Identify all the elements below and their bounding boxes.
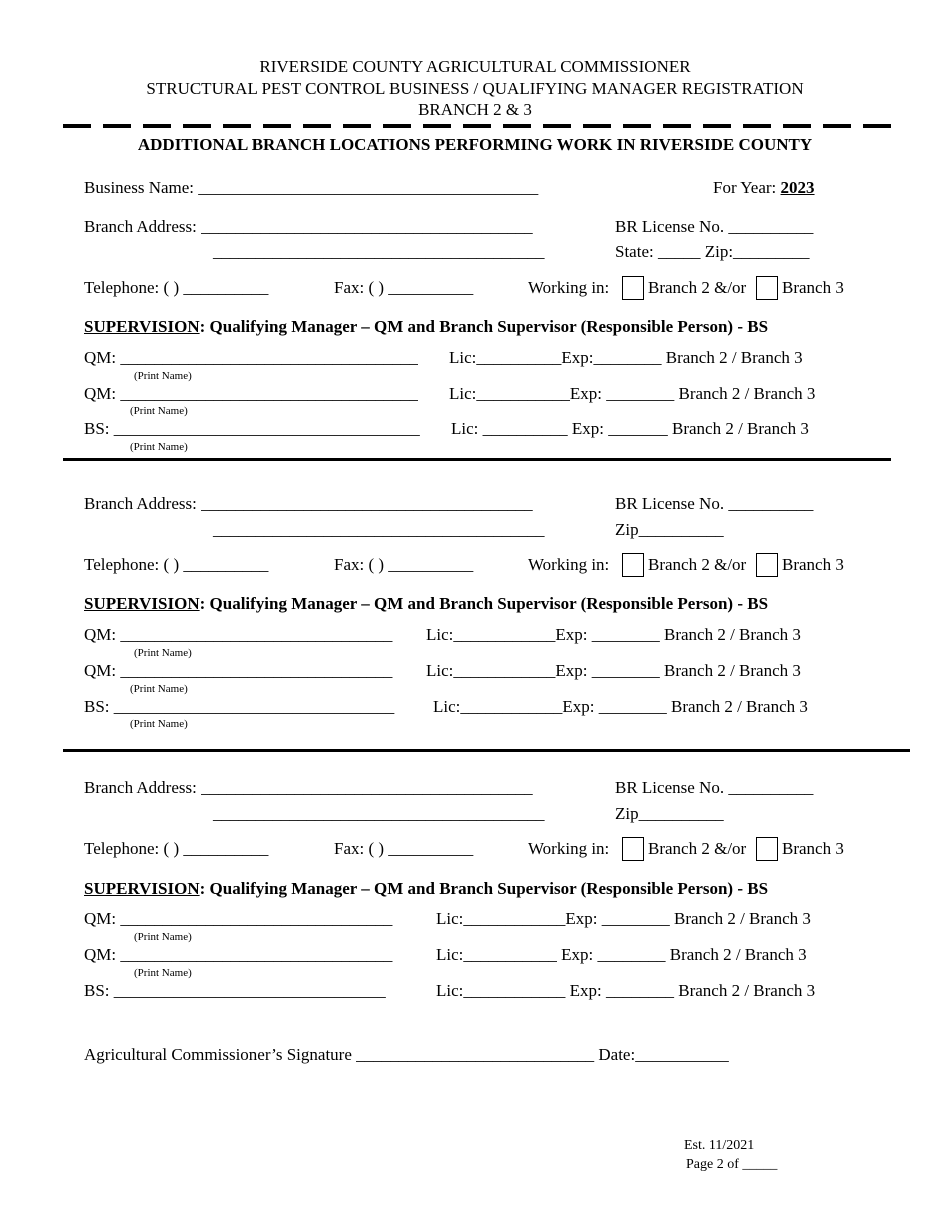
est-date: Est. 11/2021 <box>684 1138 755 1153</box>
s3-fax-field[interactable]: Fax: ( ) __________ <box>334 839 474 858</box>
s1-branch2-label: Branch 2 &/or <box>648 278 747 297</box>
header-line-1: RIVERSIDE COUNTY AGRICULTURAL COMMISSIONER <box>259 57 691 76</box>
s1-qm2-print-name-hint: (Print Name) <box>130 405 188 417</box>
s2-branch-address-line2[interactable]: _______________________________________ <box>213 520 545 539</box>
s1-fax-field[interactable]: Fax: ( ) __________ <box>334 278 474 297</box>
s3-branch2-label: Branch 2 &/or <box>648 839 747 858</box>
s2-branch3-checkbox[interactable] <box>756 553 778 577</box>
s3-branch-address-field[interactable]: Branch Address: _______________________________________ <box>84 778 533 797</box>
s3-qm1-name-field[interactable]: QM: ________________________________ <box>84 909 393 928</box>
s2-qm1-print-name-hint: (Print Name) <box>134 647 192 659</box>
s2-fax-field[interactable]: Fax: ( ) __________ <box>334 555 474 574</box>
s2-bs-print-name-hint: (Print Name) <box>130 718 188 730</box>
s3-branch3-label: Branch 3 <box>782 839 844 858</box>
s3-bs-details[interactable]: Lic:____________ Exp: ________ Branch 2 / Branch 3 <box>436 981 816 1000</box>
s1-branch-address-field[interactable]: Branch Address: _______________________________________ <box>84 217 533 236</box>
s2-telephone-field[interactable]: Telephone: ( ) __________ <box>84 555 269 574</box>
s3-qm2-name-field[interactable]: QM: ________________________________ <box>84 945 393 964</box>
s1-branch3-label: Branch 3 <box>782 278 844 297</box>
s3-supervision-description: : Qualifying Manager – QM and Branch Supervisor (Responsible Person) - BS <box>199 879 769 898</box>
s2-br-license-field[interactable]: BR License No. __________ <box>615 494 814 513</box>
commissioner-signature-field[interactable]: Agricultural Commissioner’s Signature ____________________________ Date:___________ <box>84 1045 729 1064</box>
s3-qm1-details[interactable]: Lic:____________Exp: ________ Branch 2 / Branch 3 <box>436 909 811 928</box>
s2-supervision-description: : Qualifying Manager – QM and Branch Supervisor (Responsible Person) - BS <box>199 594 769 613</box>
header-line-3: BRANCH 2 & 3 <box>418 100 532 119</box>
s1-state-zip-field[interactable]: State: _____ Zip:_________ <box>615 242 810 261</box>
s2-zip-field[interactable]: Zip__________ <box>615 520 724 539</box>
for-year-value: 2023 <box>780 178 815 197</box>
s1-branch-address-line2[interactable]: _______________________________________ <box>213 242 545 261</box>
s2-bs-name-field[interactable]: BS: _________________________________ <box>84 697 395 716</box>
s1-supervision-heading <box>84 317 768 337</box>
s2-supervision-heading <box>84 594 768 614</box>
s1-supervision-label: SUPERVISION <box>84 317 200 336</box>
business-name-field[interactable]: Business Name: ________________________________________ <box>84 178 539 197</box>
s1-qm2-name-field[interactable]: QM: ___________________________________ <box>84 384 418 403</box>
for-year-field <box>713 178 815 198</box>
s3-supervision-label: SUPERVISION <box>84 879 200 898</box>
s3-branch-address-line2[interactable]: _______________________________________ <box>213 804 545 823</box>
page-number: Page 2 of _____ <box>686 1157 778 1172</box>
form-subtitle: ADDITIONAL BRANCH LOCATIONS PERFORMING WORK IN RIVERSIDE COUNTY <box>137 135 813 154</box>
s1-supervision-description: : Qualifying Manager – QM and Branch Supervisor (Responsible Person) - BS <box>199 317 769 336</box>
s2-qm1-name-field[interactable]: QM: ________________________________ <box>84 625 393 644</box>
s3-qm1-print-name-hint: (Print Name) <box>134 931 192 943</box>
section-divider-1 <box>63 458 891 461</box>
s1-working-in-label: Working in: <box>528 278 610 297</box>
s2-branch2-checkbox[interactable] <box>622 553 644 577</box>
s2-branch-address-field[interactable]: Branch Address: _______________________________________ <box>84 494 533 513</box>
s2-qm2-print-name-hint: (Print Name) <box>130 683 188 695</box>
s3-branch2-checkbox[interactable] <box>622 837 644 861</box>
s1-bs-details[interactable]: Lic: __________ Exp: _______ Branch 2 / Branch 3 <box>451 419 809 438</box>
s2-qm2-name-field[interactable]: QM: ________________________________ <box>84 661 393 680</box>
s3-br-license-field[interactable]: BR License No. __________ <box>615 778 814 797</box>
s1-qm1-print-name-hint: (Print Name) <box>134 370 192 382</box>
s1-bs-print-name-hint: (Print Name) <box>130 441 188 453</box>
dashed-divider <box>63 124 898 128</box>
for-year-label: For Year: <box>713 178 777 197</box>
section-divider-2 <box>63 749 910 752</box>
s2-branch2-label: Branch 2 &/or <box>648 555 747 574</box>
s2-branch3-label: Branch 3 <box>782 555 844 574</box>
s3-working-in-label: Working in: <box>528 839 610 858</box>
s3-telephone-field[interactable]: Telephone: ( ) __________ <box>84 839 269 858</box>
s2-working-in-label: Working in: <box>528 555 610 574</box>
s1-br-license-field[interactable]: BR License No. __________ <box>615 217 814 236</box>
s1-qm1-name-field[interactable]: QM: ___________________________________ <box>84 348 418 367</box>
s2-qm2-details[interactable]: Lic:____________Exp: ________ Branch 2 / Branch 3 <box>426 661 801 680</box>
s3-qm2-details[interactable]: Lic:___________ Exp: ________ Branch 2 / Branch 3 <box>436 945 807 964</box>
s2-supervision-label: SUPERVISION <box>84 594 200 613</box>
s3-branch3-checkbox[interactable] <box>756 837 778 861</box>
s3-bs-name-field[interactable]: BS: ________________________________ <box>84 981 386 1000</box>
s3-supervision-heading <box>84 879 768 899</box>
s2-qm1-details[interactable]: Lic:____________Exp: ________ Branch 2 / Branch 3 <box>426 625 801 644</box>
s2-bs-details[interactable]: Lic:____________Exp: ________ Branch 2 / Branch 3 <box>433 697 808 716</box>
s3-zip-field[interactable]: Zip__________ <box>615 804 724 823</box>
s1-qm1-details[interactable]: Lic:__________Exp:________ Branch 2 / Branch 3 <box>449 348 803 367</box>
s1-branch3-checkbox[interactable] <box>756 276 778 300</box>
s1-qm2-details[interactable]: Lic:___________Exp: ________ Branch 2 / Branch 3 <box>449 384 816 403</box>
header-line-2: STRUCTURAL PEST CONTROL BUSINESS / QUALIFYING MANAGER REGISTRATION <box>146 79 804 98</box>
s1-branch2-checkbox[interactable] <box>622 276 644 300</box>
s3-qm2-print-name-hint: (Print Name) <box>134 967 192 979</box>
s1-telephone-field[interactable]: Telephone: ( ) __________ <box>84 278 269 297</box>
s1-bs-name-field[interactable]: BS: ____________________________________ <box>84 419 420 438</box>
